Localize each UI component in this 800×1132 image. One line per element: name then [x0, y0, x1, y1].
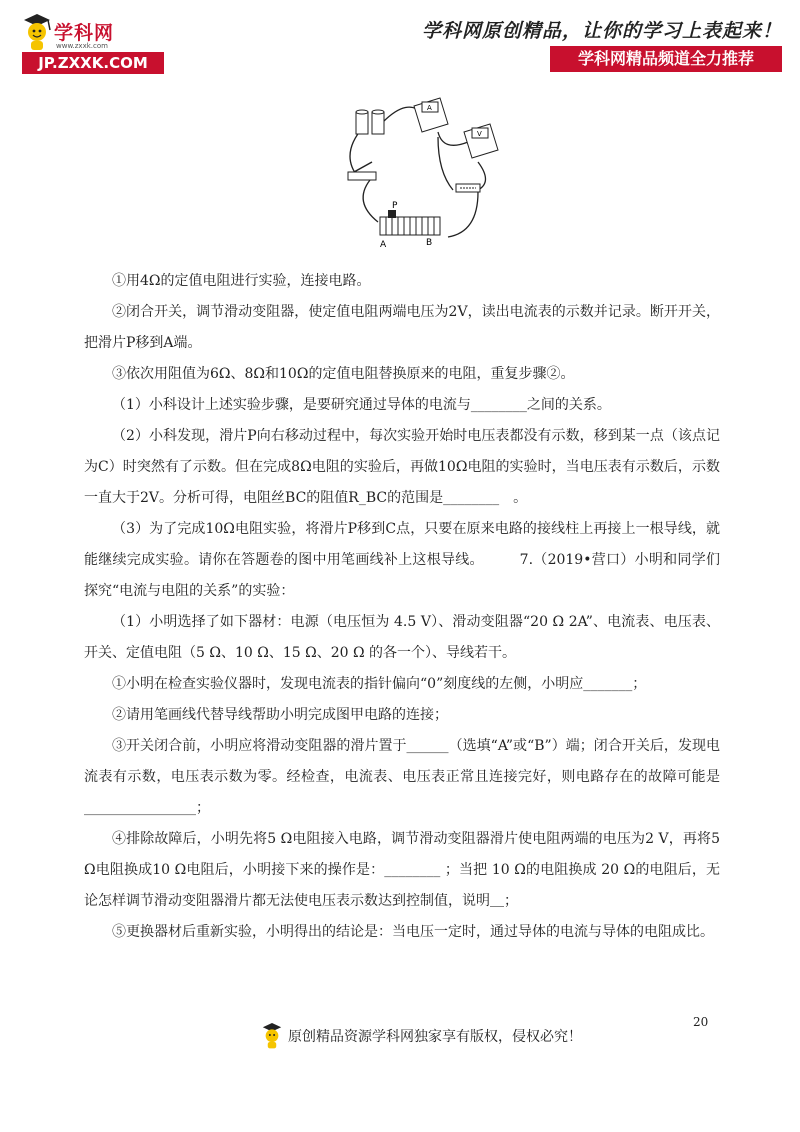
q7-item-3: ③开关闭合前，小明应将滑动变阻器的滑片置于______（选填“A”或“B”）端；闭合开关后，发现电流表有示数，电压表示数为零。经检查，电流表、电压表正常且连接完好，则电路存在的故障可能是________________； — [84, 738, 720, 816]
step-3: ③依次用阻值为6Ω、8Ω和10Ω的定值电阻替换原来的电阻，重复步骤②。 — [112, 366, 575, 382]
footer-copyright: 原创精品资源学科网独家享有版权，侵权必究！ — [288, 1029, 582, 1045]
q7-item-1: ①小明在检查实验仪器时，发现电流表的指针偏向“0”刻度线的左侧，小明应_______； — [112, 676, 647, 692]
label-a: A — [380, 240, 387, 250]
logo — [14, 8, 164, 78]
graduate-mascot-icon — [20, 10, 54, 52]
q7-part-1: （1）小明选择了如下器材：电源（电压恒为 4.5 V）、滑动变阻器“20 Ω 2A”、电流表、电压表、开关、定值电阻（5 Ω、10 Ω、15 Ω、20 Ω 的各一个）、导线若干。 — [84, 614, 720, 661]
voltmeter-symbol: V — [477, 130, 482, 138]
circuit-diagram — [328, 92, 518, 252]
rheostat-icon — [380, 210, 440, 235]
ammeter-symbol: A — [427, 104, 432, 112]
page-number: 20 — [693, 1015, 709, 1029]
question-2: （2）小科发现，滑片P向右移动过程中，每次实验开始时电压表都没有示数，移到某一点（该点记为C）时突然有了示数。但在完成8Ω电阻的实验后，再做10Ω电阻的实验时，当电压表有示数后，示数一直大于2V。分析可得，电阻丝BC的阻值R_BC的范围是________ 。 — [84, 428, 720, 506]
step-2: ②闭合开关，调节滑动变阻器，使定值电阻两端电压为2V，读出电流表的示数并记录。断开开关，把滑片P移到A端。 — [84, 304, 720, 351]
label-p: P — [392, 201, 398, 211]
voltmeter-icon — [464, 124, 498, 158]
ammeter-icon — [414, 98, 448, 132]
battery-icon — [356, 110, 384, 134]
step-1: ①用4Ω的定值电阻进行实验，连接电路。 — [112, 273, 371, 289]
header-channel-banner: 学科网精品频道全力推荐 — [550, 46, 782, 72]
graduate-mascot-icon — [260, 1020, 284, 1050]
document-body — [84, 266, 720, 948]
q7-item-5: ⑤更换器材后重新实验，小明得出的结论是：当电压一定时，通过导体的电流与导体的电阻成比。 — [112, 924, 714, 940]
switch-icon — [348, 162, 376, 180]
q7-item-2: ②请用笔画线代替导线帮助小明完成图甲电路的连接； — [112, 707, 448, 723]
logo-brand: 学科网 — [54, 22, 115, 44]
logo-site-small: www.zxxk.com — [56, 42, 108, 50]
question-3: （3）为了完成10Ω电阻实验，将滑片P移到C点，只要在原来电路的接线柱上再接上一根导线，就能继续完成实验。请你在答题卷的图中用笔画线补上这根导线。 7.（2019•营口）小明和同学们探究“电流与电阻的关系”的实验： — [84, 521, 720, 599]
page-header — [0, 0, 800, 95]
label-b: B — [426, 238, 433, 248]
question-1: （1）小科设计上述实验步骤，是要研究通过导体的电流与________之间的关系。 — [112, 397, 611, 413]
resistor-icon — [456, 184, 480, 192]
q7-item-4: ④排除故障后，小明先将5 Ω电阻接入电路，调节滑动变阻器滑片使电阻两端的电压为2 V，再将5 Ω电阻换成10 Ω电阻后，小明接下来的操作是：________ ；当把 10 Ω的电阻换成 20 Ω的电阻后，无论怎样调节滑动变阻器滑片都无法使电压表示数达到控制值，说明＿； — [84, 831, 720, 909]
header-slogan: 学科网原创精品，让你的学习上表起来！ — [421, 20, 782, 42]
logo-site-url: JP.ZXXK.COM — [22, 52, 164, 74]
